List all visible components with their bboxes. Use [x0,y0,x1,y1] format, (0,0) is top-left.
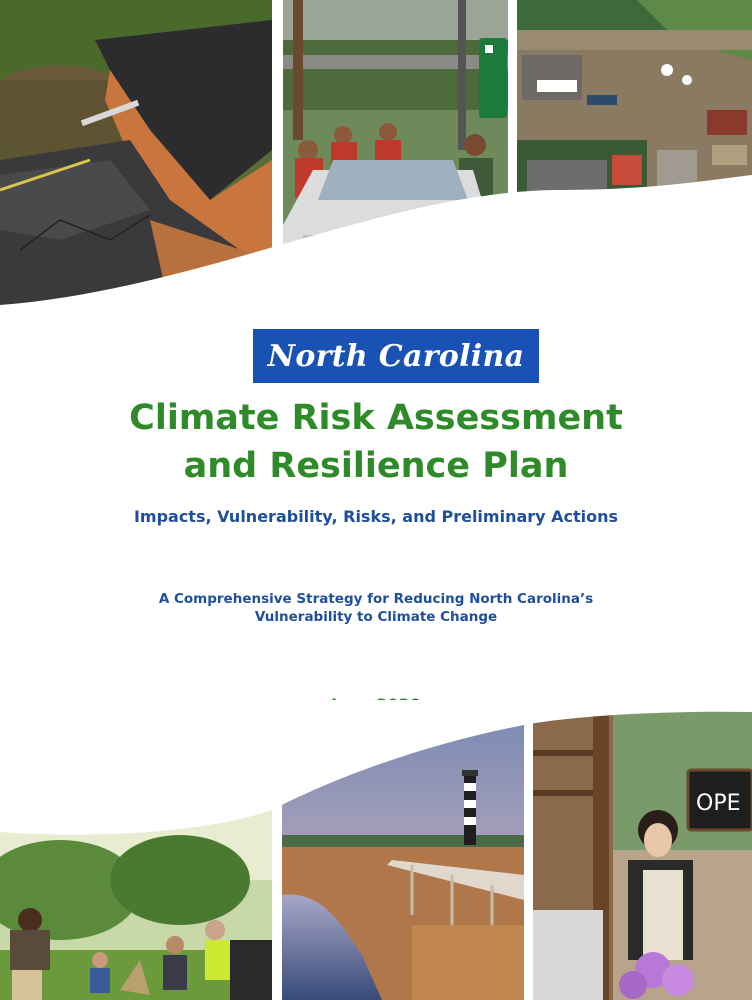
strategy-line-1: A Comprehensive Strategy for Reducing North Carolina’s [158,591,594,607]
bottom-wave-shape [0,700,752,1000]
banner-text: North Carolina [267,338,525,374]
top-wave-shape [0,0,752,320]
subtitle: Impacts, Vulnerability, Risks, and Preliminary Actions [133,507,619,526]
open-sign-text: OPE [696,791,741,816]
top-photo-strip [0,0,752,320]
title-line-1: Climate Risk Assessment [129,398,623,438]
state-name-banner [253,329,539,383]
bottom-photo-strip [0,700,752,1000]
title-line-2: and Resilience Plan [183,446,569,486]
strategy-line-2: Vulnerability to Climate Change [254,609,498,625]
